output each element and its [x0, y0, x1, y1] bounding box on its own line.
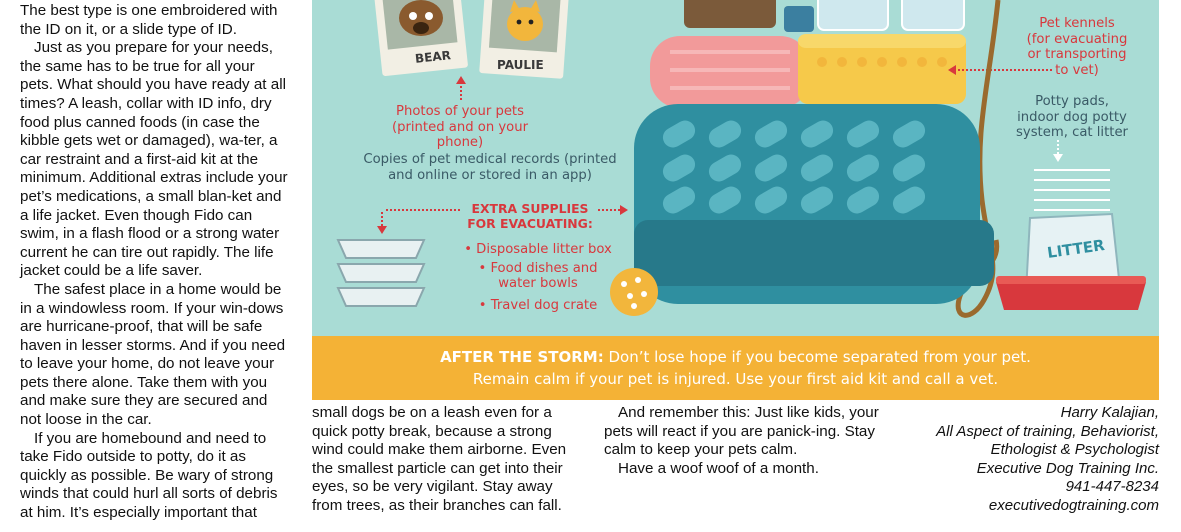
- paragraph: small dogs be on a leash even for a quick potty break, because a strong wind could make them airborne. Even the smallest particle can get into their eyes, so be very vigilant. Stay away from trees, as their branches can fall.: [312, 404, 567, 514]
- photos-label: Photos of your pets (printed and on your phone): [391, 104, 529, 150]
- pet-name-paulie: PAULIE: [497, 58, 544, 72]
- author-title: Ethologist & Psychologist: [990, 441, 1159, 459]
- supply-item: • Travel dog crate: [478, 297, 598, 313]
- potty-pads-label: Potty pads, indoor dog potty system, cat litter: [1016, 94, 1128, 140]
- paragraph: Just as you prepare for your needs, the same has to be true for all your pets. What should you have ready at all times? A leash, collar with ID info, dry food plus canned foods (in case the kibble gets wet or damaged), wa-ter, a car restraint and a first-aid kit at the minimum. Additional extras include your pet’s medications, a small blan-ket and a life jacket. Even though Fido can swim, in a flash flood or a strong water current he can tire out rapidly. The life jacket could be a life saver.: [20, 39, 288, 280]
- paragraph: And remember this: Just like kids, your pets will react if you are panick-ing. Stay calm to keep your pets calm.: [604, 404, 879, 459]
- after-the-storm-banner: [312, 336, 1159, 400]
- after-storm-heading: AFTER THE STORM:: [440, 348, 604, 366]
- bowls: [338, 240, 424, 306]
- paragraph: The safest place in a home would be in a windowless room. If your win-dows are hurricane-proof, that will be safe haven in lesser storms. And if you need to leave your home, do not leave your pets there alone. Take them with you and make sure they are secured and not loose in the car.: [20, 280, 286, 429]
- kennels-label: Pet kennels (for evacuating or transporting to vet): [1026, 16, 1128, 78]
- article-column-middle: [312, 404, 580, 516]
- website-link[interactable]: executivedogtraining.com: [988, 496, 1159, 514]
- paragraph: Have a woof woof of a month.: [618, 459, 819, 477]
- extra-supplies-list: [460, 242, 616, 313]
- author-title: All Aspect of training, Behaviorist,: [936, 422, 1159, 440]
- article-column-left: [20, 2, 288, 523]
- supply-item: • Food dishes and water bowls: [478, 260, 598, 291]
- author-signature: [900, 404, 1159, 516]
- phone-number: 941-447-8234: [1065, 478, 1159, 496]
- author-name: Harry Kalajian,: [1060, 404, 1159, 421]
- extra-supplies-title: EXTRA SUPPLIES FOR EVACUATING:: [467, 201, 593, 231]
- article-column-right: [604, 404, 894, 478]
- supply-item: • Disposable litter box: [464, 242, 612, 257]
- after-storm-text: Don’t lose hope if you become separated from your pet.: [603, 348, 1031, 366]
- medical-records-label: Copies of pet medical records (printed and online or stored in an app): [363, 152, 617, 183]
- company-name: Executive Dog Training Inc.: [976, 459, 1159, 477]
- paragraph: The best type is one embroidered with the ID on it, or a slide type of ID.: [20, 2, 278, 38]
- pet-preparedness-infographic: [312, 0, 1159, 400]
- litter-bag-label: LITTER: [1046, 236, 1106, 262]
- pet-name-bear: BEAR: [414, 48, 452, 66]
- after-storm-text-2: Remain calm if your pet is injured. Use your first aid kit and call a vet.: [472, 370, 999, 388]
- paragraph: If you are homebound and need to take Fido outside to potty, do it as quickly as possible. Be wary of strong winds that could hurl all sorts of debris at him. It’s especially important that: [20, 429, 278, 522]
